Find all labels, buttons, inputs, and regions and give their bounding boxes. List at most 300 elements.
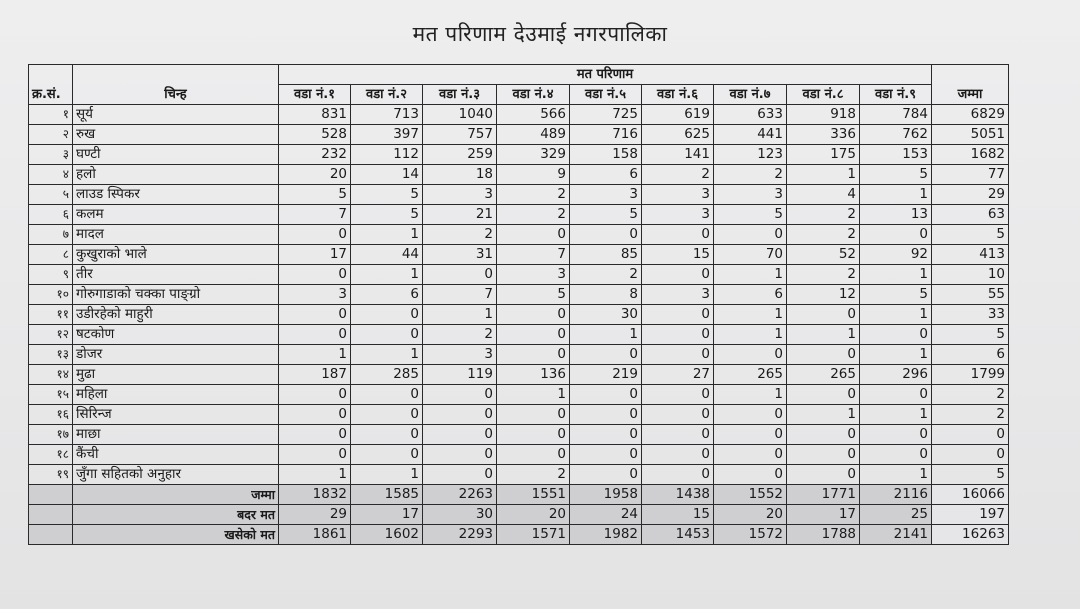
summary-vote-cell: 1958 bbox=[570, 485, 642, 505]
vote-cell: 0 bbox=[714, 465, 787, 485]
symbol-cell: कलम bbox=[73, 205, 279, 225]
serial-number-cell: २ bbox=[29, 125, 73, 145]
vote-cell: 1 bbox=[860, 305, 932, 325]
summary-vote-cell: 2116 bbox=[860, 485, 932, 505]
vote-cell: 1 bbox=[351, 345, 423, 365]
vote-cell: 713 bbox=[351, 105, 423, 125]
symbol-cell: डोजर bbox=[73, 345, 279, 365]
symbol-cell: घण्टी bbox=[73, 145, 279, 165]
ward-header: वडा नं.३ bbox=[423, 85, 497, 105]
vote-cell: 12 bbox=[787, 285, 860, 305]
vote-cell: 0 bbox=[642, 405, 714, 425]
symbol-cell: जुँगा सहितको अनुहार bbox=[73, 465, 279, 485]
row-total-cell: 10 bbox=[932, 265, 1009, 285]
vote-cell: 13 bbox=[860, 205, 932, 225]
vote-cell: 1 bbox=[497, 385, 570, 405]
symbol-cell: रुख bbox=[73, 125, 279, 145]
vote-cell: 3 bbox=[642, 185, 714, 205]
summary-blank-cell bbox=[29, 525, 73, 545]
vote-cell: 3 bbox=[642, 205, 714, 225]
summary-vote-cell: 17 bbox=[787, 505, 860, 525]
vote-cell: 0 bbox=[279, 385, 351, 405]
summary-vote-cell: 1602 bbox=[351, 525, 423, 545]
vote-cell: 1 bbox=[860, 265, 932, 285]
vote-cell: 17 bbox=[279, 245, 351, 265]
vote-cell: 0 bbox=[787, 465, 860, 485]
vote-cell: 6 bbox=[351, 285, 423, 305]
vote-cell: 1040 bbox=[423, 105, 497, 125]
vote-cell: 5 bbox=[860, 285, 932, 305]
vote-cell: 0 bbox=[423, 425, 497, 445]
ward-header: वडा नं.८ bbox=[787, 85, 860, 105]
vote-cell: 0 bbox=[423, 405, 497, 425]
vote-cell: 0 bbox=[642, 305, 714, 325]
summary-label-cell: बदर मत bbox=[73, 505, 279, 525]
vote-cell: 1 bbox=[860, 405, 932, 425]
ward-header: वडा नं.९ bbox=[860, 85, 932, 105]
vote-cell: 566 bbox=[497, 105, 570, 125]
page-title: मत परिणाम देउमाई नगरपालिका bbox=[412, 22, 668, 46]
vote-cell: 85 bbox=[570, 245, 642, 265]
vote-cell: 1 bbox=[860, 465, 932, 485]
vote-cell: 1 bbox=[279, 345, 351, 365]
vote-cell: 0 bbox=[423, 385, 497, 405]
ward-header: वडा नं.२ bbox=[351, 85, 423, 105]
table-row bbox=[29, 365, 1009, 385]
summary-vote-cell: 29 bbox=[279, 505, 351, 525]
serial-number-cell: १८ bbox=[29, 445, 73, 465]
vote-cell: 0 bbox=[279, 445, 351, 465]
table-row bbox=[29, 405, 1009, 425]
vote-cell: 265 bbox=[787, 365, 860, 385]
vote-cell: 1 bbox=[787, 165, 860, 185]
vote-cell: 5 bbox=[714, 205, 787, 225]
vote-cell: 0 bbox=[642, 325, 714, 345]
vote-cell: 2 bbox=[570, 265, 642, 285]
row-total-cell: 63 bbox=[932, 205, 1009, 225]
vote-cell: 716 bbox=[570, 125, 642, 145]
vote-cell: 219 bbox=[570, 365, 642, 385]
vote-cell: 3 bbox=[642, 285, 714, 305]
row-total-cell: 5051 bbox=[932, 125, 1009, 145]
results-table bbox=[28, 64, 1009, 545]
summary-total-cell: 16263 bbox=[932, 525, 1009, 545]
vote-cell: 2 bbox=[787, 265, 860, 285]
vote-cell: 0 bbox=[714, 425, 787, 445]
row-total-cell: 1799 bbox=[932, 365, 1009, 385]
symbol-cell: महिला bbox=[73, 385, 279, 405]
vote-cell: 92 bbox=[860, 245, 932, 265]
table-row bbox=[29, 425, 1009, 445]
vote-cell: 5 bbox=[497, 285, 570, 305]
vote-cell: 44 bbox=[351, 245, 423, 265]
table-foot bbox=[29, 485, 1009, 545]
summary-vote-cell: 1982 bbox=[570, 525, 642, 545]
vote-cell: 0 bbox=[860, 385, 932, 405]
symbol-cell: लाउड स्पिकर bbox=[73, 185, 279, 205]
serial-number-cell: १९ bbox=[29, 465, 73, 485]
serial-number-cell: ६ bbox=[29, 205, 73, 225]
vote-cell: 0 bbox=[787, 305, 860, 325]
vote-cell: 336 bbox=[787, 125, 860, 145]
vote-cell: 0 bbox=[351, 325, 423, 345]
vote-cell: 18 bbox=[423, 165, 497, 185]
serial-number-cell: १३ bbox=[29, 345, 73, 365]
vote-cell: 2 bbox=[642, 165, 714, 185]
vote-cell: 0 bbox=[279, 265, 351, 285]
summary-vote-cell: 25 bbox=[860, 505, 932, 525]
vote-cell: 0 bbox=[423, 265, 497, 285]
vote-cell: 0 bbox=[860, 445, 932, 465]
vote-cell: 0 bbox=[351, 405, 423, 425]
vote-cell: 2 bbox=[787, 205, 860, 225]
vote-cell: 1 bbox=[351, 265, 423, 285]
row-total-cell: 2 bbox=[932, 385, 1009, 405]
vote-cell: 1 bbox=[860, 345, 932, 365]
vote-cell: 20 bbox=[279, 165, 351, 185]
summary-row bbox=[29, 525, 1009, 545]
summary-vote-cell: 1771 bbox=[787, 485, 860, 505]
summary-vote-cell: 1571 bbox=[497, 525, 570, 545]
vote-cell: 0 bbox=[714, 345, 787, 365]
vote-cell: 0 bbox=[642, 345, 714, 365]
vote-cell: 2 bbox=[497, 465, 570, 485]
serial-number-cell: ११ bbox=[29, 305, 73, 325]
vote-cell: 0 bbox=[497, 325, 570, 345]
vote-cell: 1 bbox=[570, 325, 642, 345]
serial-number-cell: ४ bbox=[29, 165, 73, 185]
row-total-cell: 2 bbox=[932, 405, 1009, 425]
vote-cell: 175 bbox=[787, 145, 860, 165]
vote-cell: 0 bbox=[423, 465, 497, 485]
vote-cell: 0 bbox=[570, 225, 642, 245]
row-total-cell: 33 bbox=[932, 305, 1009, 325]
symbol-cell: तीर bbox=[73, 265, 279, 285]
vote-cell: 21 bbox=[423, 205, 497, 225]
summary-blank-cell bbox=[29, 485, 73, 505]
vote-cell: 5 bbox=[279, 185, 351, 205]
total-header: जम्मा bbox=[932, 65, 1009, 105]
vote-cell: 528 bbox=[279, 125, 351, 145]
serial-number-cell: ३ bbox=[29, 145, 73, 165]
table-body bbox=[29, 105, 1009, 485]
vote-cell: 0 bbox=[860, 425, 932, 445]
ward-header: वडा नं.१ bbox=[279, 85, 351, 105]
symbol-cell: हलो bbox=[73, 165, 279, 185]
table-row bbox=[29, 345, 1009, 365]
vote-cell: 2 bbox=[497, 185, 570, 205]
results-header: मत परिणाम bbox=[279, 65, 932, 85]
vote-cell: 141 bbox=[642, 145, 714, 165]
row-total-cell: 413 bbox=[932, 245, 1009, 265]
summary-vote-cell: 1788 bbox=[787, 525, 860, 545]
vote-cell: 30 bbox=[570, 305, 642, 325]
vote-cell: 0 bbox=[279, 425, 351, 445]
summary-vote-cell: 2293 bbox=[423, 525, 497, 545]
summary-total-cell: 197 bbox=[932, 505, 1009, 525]
summary-vote-cell: 1551 bbox=[497, 485, 570, 505]
vote-cell: 153 bbox=[860, 145, 932, 165]
vote-cell: 3 bbox=[714, 185, 787, 205]
summary-label-cell: खसेको मत bbox=[73, 525, 279, 545]
summary-vote-cell: 2141 bbox=[860, 525, 932, 545]
vote-cell: 1 bbox=[714, 385, 787, 405]
vote-cell: 265 bbox=[714, 365, 787, 385]
vote-cell: 0 bbox=[860, 225, 932, 245]
symbol-cell: गोरुगाडाको चक्का पाङ्ग्रो bbox=[73, 285, 279, 305]
summary-row bbox=[29, 505, 1009, 525]
ward-header: वडा नं.७ bbox=[714, 85, 787, 105]
summary-vote-cell: 30 bbox=[423, 505, 497, 525]
vote-cell: 0 bbox=[787, 445, 860, 465]
vote-cell: 15 bbox=[642, 245, 714, 265]
vote-cell: 296 bbox=[860, 365, 932, 385]
table-row bbox=[29, 285, 1009, 305]
vote-cell: 784 bbox=[860, 105, 932, 125]
vote-cell: 725 bbox=[570, 105, 642, 125]
serial-number-cell: ८ bbox=[29, 245, 73, 265]
table-row bbox=[29, 265, 1009, 285]
vote-cell: 0 bbox=[351, 425, 423, 445]
serial-number-cell: १२ bbox=[29, 325, 73, 345]
vote-cell: 0 bbox=[570, 385, 642, 405]
vote-cell: 0 bbox=[642, 445, 714, 465]
vote-cell: 187 bbox=[279, 365, 351, 385]
vote-cell: 5 bbox=[860, 165, 932, 185]
vote-cell: 0 bbox=[787, 345, 860, 365]
row-total-cell: 6829 bbox=[932, 105, 1009, 125]
table-row bbox=[29, 165, 1009, 185]
vote-cell: 5 bbox=[570, 205, 642, 225]
table-row bbox=[29, 465, 1009, 485]
vote-cell: 1 bbox=[714, 325, 787, 345]
vote-cell: 6 bbox=[570, 165, 642, 185]
vote-cell: 0 bbox=[279, 305, 351, 325]
vote-cell: 232 bbox=[279, 145, 351, 165]
vote-cell: 136 bbox=[497, 365, 570, 385]
vote-cell: 329 bbox=[497, 145, 570, 165]
summary-label-cell: जम्मा bbox=[73, 485, 279, 505]
row-total-cell: 0 bbox=[932, 445, 1009, 465]
vote-cell: 7 bbox=[497, 245, 570, 265]
vote-cell: 918 bbox=[787, 105, 860, 125]
table-row bbox=[29, 385, 1009, 405]
vote-cell: 0 bbox=[279, 225, 351, 245]
vote-cell: 0 bbox=[570, 445, 642, 465]
vote-cell: 0 bbox=[642, 425, 714, 445]
serial-header: क्र.सं. bbox=[29, 65, 73, 105]
vote-cell: 1 bbox=[279, 465, 351, 485]
symbol-cell: षटकोण bbox=[73, 325, 279, 345]
summary-vote-cell: 2263 bbox=[423, 485, 497, 505]
vote-cell: 0 bbox=[497, 225, 570, 245]
vote-cell: 489 bbox=[497, 125, 570, 145]
vote-cell: 285 bbox=[351, 365, 423, 385]
vote-cell: 0 bbox=[279, 325, 351, 345]
summary-vote-cell: 1438 bbox=[642, 485, 714, 505]
vote-cell: 1 bbox=[787, 405, 860, 425]
vote-cell: 1 bbox=[351, 465, 423, 485]
vote-cell: 158 bbox=[570, 145, 642, 165]
vote-cell: 52 bbox=[787, 245, 860, 265]
table-row bbox=[29, 105, 1009, 125]
summary-vote-cell: 24 bbox=[570, 505, 642, 525]
table-row bbox=[29, 205, 1009, 225]
row-total-cell: 5 bbox=[932, 325, 1009, 345]
summary-vote-cell: 20 bbox=[497, 505, 570, 525]
serial-number-cell: ५ bbox=[29, 185, 73, 205]
vote-cell: 1 bbox=[714, 305, 787, 325]
vote-cell: 1 bbox=[860, 185, 932, 205]
vote-cell: 0 bbox=[497, 425, 570, 445]
vote-cell: 3 bbox=[423, 345, 497, 365]
vote-cell: 0 bbox=[787, 385, 860, 405]
vote-cell: 27 bbox=[642, 365, 714, 385]
row-total-cell: 5 bbox=[932, 465, 1009, 485]
vote-cell: 14 bbox=[351, 165, 423, 185]
vote-cell: 112 bbox=[351, 145, 423, 165]
summary-vote-cell: 17 bbox=[351, 505, 423, 525]
vote-cell: 762 bbox=[860, 125, 932, 145]
summary-total-cell: 16066 bbox=[932, 485, 1009, 505]
vote-cell: 831 bbox=[279, 105, 351, 125]
vote-cell: 123 bbox=[714, 145, 787, 165]
vote-cell: 2 bbox=[714, 165, 787, 185]
row-total-cell: 5 bbox=[932, 225, 1009, 245]
vote-cell: 0 bbox=[570, 425, 642, 445]
symbol-cell: कैंची bbox=[73, 445, 279, 465]
vote-cell: 3 bbox=[279, 285, 351, 305]
table-row bbox=[29, 305, 1009, 325]
vote-cell: 9 bbox=[497, 165, 570, 185]
vote-cell: 0 bbox=[642, 265, 714, 285]
table-row bbox=[29, 125, 1009, 145]
table-row bbox=[29, 225, 1009, 245]
vote-cell: 3 bbox=[423, 185, 497, 205]
vote-cell: 0 bbox=[497, 445, 570, 465]
vote-cell: 0 bbox=[570, 405, 642, 425]
vote-cell: 0 bbox=[642, 465, 714, 485]
vote-cell: 0 bbox=[351, 305, 423, 325]
symbol-cell: सूर्य bbox=[73, 105, 279, 125]
summary-vote-cell: 1832 bbox=[279, 485, 351, 505]
vote-cell: 0 bbox=[714, 445, 787, 465]
vote-cell: 1 bbox=[714, 265, 787, 285]
vote-cell: 633 bbox=[714, 105, 787, 125]
row-total-cell: 29 bbox=[932, 185, 1009, 205]
serial-number-cell: १७ bbox=[29, 425, 73, 445]
vote-cell: 0 bbox=[497, 405, 570, 425]
symbol-cell: कुखुराको भाले bbox=[73, 245, 279, 265]
summary-vote-cell: 1552 bbox=[714, 485, 787, 505]
vote-cell: 8 bbox=[570, 285, 642, 305]
vote-cell: 0 bbox=[714, 405, 787, 425]
serial-number-cell: १४ bbox=[29, 365, 73, 385]
symbol-cell: उडीरहेको माहुरी bbox=[73, 305, 279, 325]
summary-vote-cell: 1453 bbox=[642, 525, 714, 545]
table-row bbox=[29, 185, 1009, 205]
symbol-cell: माछा bbox=[73, 425, 279, 445]
vote-cell: 7 bbox=[423, 285, 497, 305]
vote-cell: 2 bbox=[423, 325, 497, 345]
vote-cell: 3 bbox=[570, 185, 642, 205]
vote-cell: 0 bbox=[497, 345, 570, 365]
vote-cell: 4 bbox=[787, 185, 860, 205]
serial-number-cell: १ bbox=[29, 105, 73, 125]
vote-cell: 0 bbox=[787, 425, 860, 445]
vote-cell: 7 bbox=[279, 205, 351, 225]
vote-cell: 0 bbox=[497, 305, 570, 325]
table-row bbox=[29, 245, 1009, 265]
vote-cell: 397 bbox=[351, 125, 423, 145]
symbol-cell: मुढा bbox=[73, 365, 279, 385]
summary-vote-cell: 15 bbox=[642, 505, 714, 525]
vote-cell: 259 bbox=[423, 145, 497, 165]
serial-number-cell: ९ bbox=[29, 265, 73, 285]
vote-cell: 757 bbox=[423, 125, 497, 145]
row-total-cell: 0 bbox=[932, 425, 1009, 445]
vote-cell: 1 bbox=[423, 305, 497, 325]
vote-cell: 0 bbox=[423, 445, 497, 465]
vote-cell: 0 bbox=[351, 445, 423, 465]
vote-cell: 0 bbox=[279, 405, 351, 425]
row-total-cell: 6 bbox=[932, 345, 1009, 365]
ward-header: वडा नं.५ bbox=[570, 85, 642, 105]
vote-cell: 441 bbox=[714, 125, 787, 145]
table-row bbox=[29, 145, 1009, 165]
serial-number-cell: १६ bbox=[29, 405, 73, 425]
summary-blank-cell bbox=[29, 505, 73, 525]
vote-cell: 70 bbox=[714, 245, 787, 265]
row-total-cell: 77 bbox=[932, 165, 1009, 185]
vote-cell: 2 bbox=[423, 225, 497, 245]
serial-number-cell: ७ bbox=[29, 225, 73, 245]
symbol-cell: सिरिन्ज bbox=[73, 405, 279, 425]
ward-header: वडा नं.४ bbox=[497, 85, 570, 105]
serial-number-cell: १५ bbox=[29, 385, 73, 405]
vote-cell: 31 bbox=[423, 245, 497, 265]
vote-cell: 3 bbox=[497, 265, 570, 285]
vote-cell: 119 bbox=[423, 365, 497, 385]
table-row bbox=[29, 325, 1009, 345]
vote-cell: 0 bbox=[570, 465, 642, 485]
row-total-cell: 1682 bbox=[932, 145, 1009, 165]
summary-vote-cell: 1572 bbox=[714, 525, 787, 545]
vote-cell: 2 bbox=[497, 205, 570, 225]
summary-row bbox=[29, 485, 1009, 505]
table-row bbox=[29, 445, 1009, 465]
vote-cell: 0 bbox=[642, 225, 714, 245]
vote-cell: 619 bbox=[642, 105, 714, 125]
vote-cell: 0 bbox=[351, 385, 423, 405]
symbol-header: चिन्ह bbox=[73, 65, 279, 105]
ward-header: वडा नं.६ bbox=[642, 85, 714, 105]
vote-cell: 1 bbox=[787, 325, 860, 345]
summary-vote-cell: 20 bbox=[714, 505, 787, 525]
vote-cell: 0 bbox=[860, 325, 932, 345]
vote-cell: 0 bbox=[714, 225, 787, 245]
vote-cell: 1 bbox=[351, 225, 423, 245]
vote-cell: 0 bbox=[570, 345, 642, 365]
vote-cell: 5 bbox=[351, 185, 423, 205]
vote-cell: 6 bbox=[714, 285, 787, 305]
vote-cell: 0 bbox=[642, 385, 714, 405]
summary-vote-cell: 1585 bbox=[351, 485, 423, 505]
summary-vote-cell: 1861 bbox=[279, 525, 351, 545]
vote-cell: 625 bbox=[642, 125, 714, 145]
serial-number-cell: १० bbox=[29, 285, 73, 305]
vote-cell: 5 bbox=[351, 205, 423, 225]
